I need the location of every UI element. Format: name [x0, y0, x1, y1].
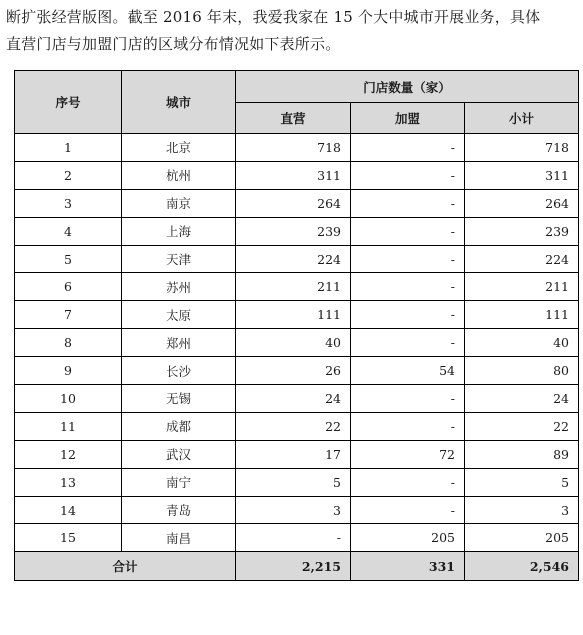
header-franchise: 加盟	[351, 103, 465, 134]
store-distribution-table	[14, 70, 579, 581]
cell-direct: 40	[236, 329, 351, 357]
intro-paragraph	[6, 4, 578, 58]
total-subtotal: 2,546	[465, 552, 579, 581]
total-row	[15, 552, 579, 581]
table-row	[15, 524, 579, 552]
cell-subtotal: 111	[465, 301, 579, 329]
cell-subtotal: 5	[465, 468, 579, 496]
cell-city: 无锡	[122, 385, 236, 413]
cell-city: 长沙	[122, 357, 236, 385]
cell-subtotal: 40	[465, 329, 579, 357]
table-row	[15, 329, 579, 357]
cell-subtotal: 211	[465, 273, 579, 301]
cell-franchise: -	[351, 329, 465, 357]
cell-city: 南京	[122, 189, 236, 217]
cell-subtotal: 205	[465, 524, 579, 552]
cell-direct: 3	[236, 496, 351, 524]
table-footer	[15, 552, 579, 581]
cell-city: 南昌	[122, 524, 236, 552]
cell-index: 3	[15, 189, 122, 217]
cell-city: 天津	[122, 245, 236, 273]
table-row	[15, 468, 579, 496]
cell-subtotal: 89	[465, 440, 579, 468]
total-label: 合计	[15, 552, 236, 581]
cell-direct: 17	[236, 440, 351, 468]
cell-city: 苏州	[122, 273, 236, 301]
cell-subtotal: 239	[465, 217, 579, 245]
cell-city: 武汉	[122, 440, 236, 468]
table-row	[15, 134, 579, 162]
header-subtotal: 小计	[465, 103, 579, 134]
cell-index: 1	[15, 134, 122, 162]
table-row	[15, 217, 579, 245]
table-row	[15, 301, 579, 329]
cell-subtotal: 224	[465, 245, 579, 273]
cell-index: 5	[15, 245, 122, 273]
cell-direct: 26	[236, 357, 351, 385]
cell-index: 13	[15, 468, 122, 496]
cell-index: 9	[15, 357, 122, 385]
cell-direct: 224	[236, 245, 351, 273]
table-row	[15, 412, 579, 440]
cell-direct: 239	[236, 217, 351, 245]
cell-franchise: -	[351, 134, 465, 162]
cell-subtotal: 22	[465, 412, 579, 440]
cell-subtotal: 24	[465, 385, 579, 413]
table-row	[15, 357, 579, 385]
cell-franchise: 72	[351, 440, 465, 468]
cell-index: 4	[15, 217, 122, 245]
cell-franchise: 54	[351, 357, 465, 385]
cell-direct: 311	[236, 161, 351, 189]
cell-franchise: -	[351, 468, 465, 496]
cell-direct: -	[236, 524, 351, 552]
total-franchise: 331	[351, 552, 465, 581]
cell-franchise: -	[351, 217, 465, 245]
cell-index: 11	[15, 412, 122, 440]
cell-franchise: -	[351, 161, 465, 189]
cell-franchise: -	[351, 496, 465, 524]
table-row	[15, 385, 579, 413]
cell-subtotal: 3	[465, 496, 579, 524]
cell-index: 15	[15, 524, 122, 552]
cell-direct: 211	[236, 273, 351, 301]
cell-direct: 111	[236, 301, 351, 329]
cell-direct: 24	[236, 385, 351, 413]
cell-city: 杭州	[122, 161, 236, 189]
cell-direct: 264	[236, 189, 351, 217]
cell-index: 10	[15, 385, 122, 413]
cell-subtotal: 311	[465, 161, 579, 189]
table-row	[15, 245, 579, 273]
cell-direct: 22	[236, 412, 351, 440]
total-direct: 2,215	[236, 552, 351, 581]
table-row	[15, 440, 579, 468]
cell-subtotal: 718	[465, 134, 579, 162]
cell-franchise: -	[351, 189, 465, 217]
cell-subtotal: 80	[465, 357, 579, 385]
header-store-count: 门店数量（家）	[236, 71, 579, 103]
cell-index: 12	[15, 440, 122, 468]
cell-direct: 5	[236, 468, 351, 496]
cell-index: 7	[15, 301, 122, 329]
cell-index: 6	[15, 273, 122, 301]
cell-index: 14	[15, 496, 122, 524]
header-index: 序号	[15, 71, 122, 134]
cell-city: 郑州	[122, 329, 236, 357]
cell-city: 南宁	[122, 468, 236, 496]
header-direct: 直营	[236, 103, 351, 134]
cell-city: 上海	[122, 217, 236, 245]
cell-city: 成都	[122, 412, 236, 440]
cell-subtotal: 264	[465, 189, 579, 217]
table-header	[15, 71, 579, 134]
cell-index: 2	[15, 161, 122, 189]
table-row	[15, 189, 579, 217]
cell-city: 青岛	[122, 496, 236, 524]
cell-franchise: -	[351, 412, 465, 440]
cell-franchise: -	[351, 301, 465, 329]
header-city: 城市	[122, 71, 236, 134]
intro-line-1: 断扩张经营版图。截至 2016 年末，我爱我家在 15 个大中城市开展业务，具体	[6, 8, 541, 26]
cell-franchise: -	[351, 385, 465, 413]
cell-franchise: -	[351, 273, 465, 301]
table-row	[15, 273, 579, 301]
cell-direct: 718	[236, 134, 351, 162]
cell-city: 北京	[122, 134, 236, 162]
cell-city: 太原	[122, 301, 236, 329]
cell-franchise: -	[351, 245, 465, 273]
intro-line-2: 直营门店与加盟门店的区域分布情况如下表所示。	[6, 35, 341, 53]
table-row	[15, 496, 579, 524]
cell-index: 8	[15, 329, 122, 357]
table-row	[15, 161, 579, 189]
cell-franchise: 205	[351, 524, 465, 552]
table-body	[15, 134, 579, 552]
